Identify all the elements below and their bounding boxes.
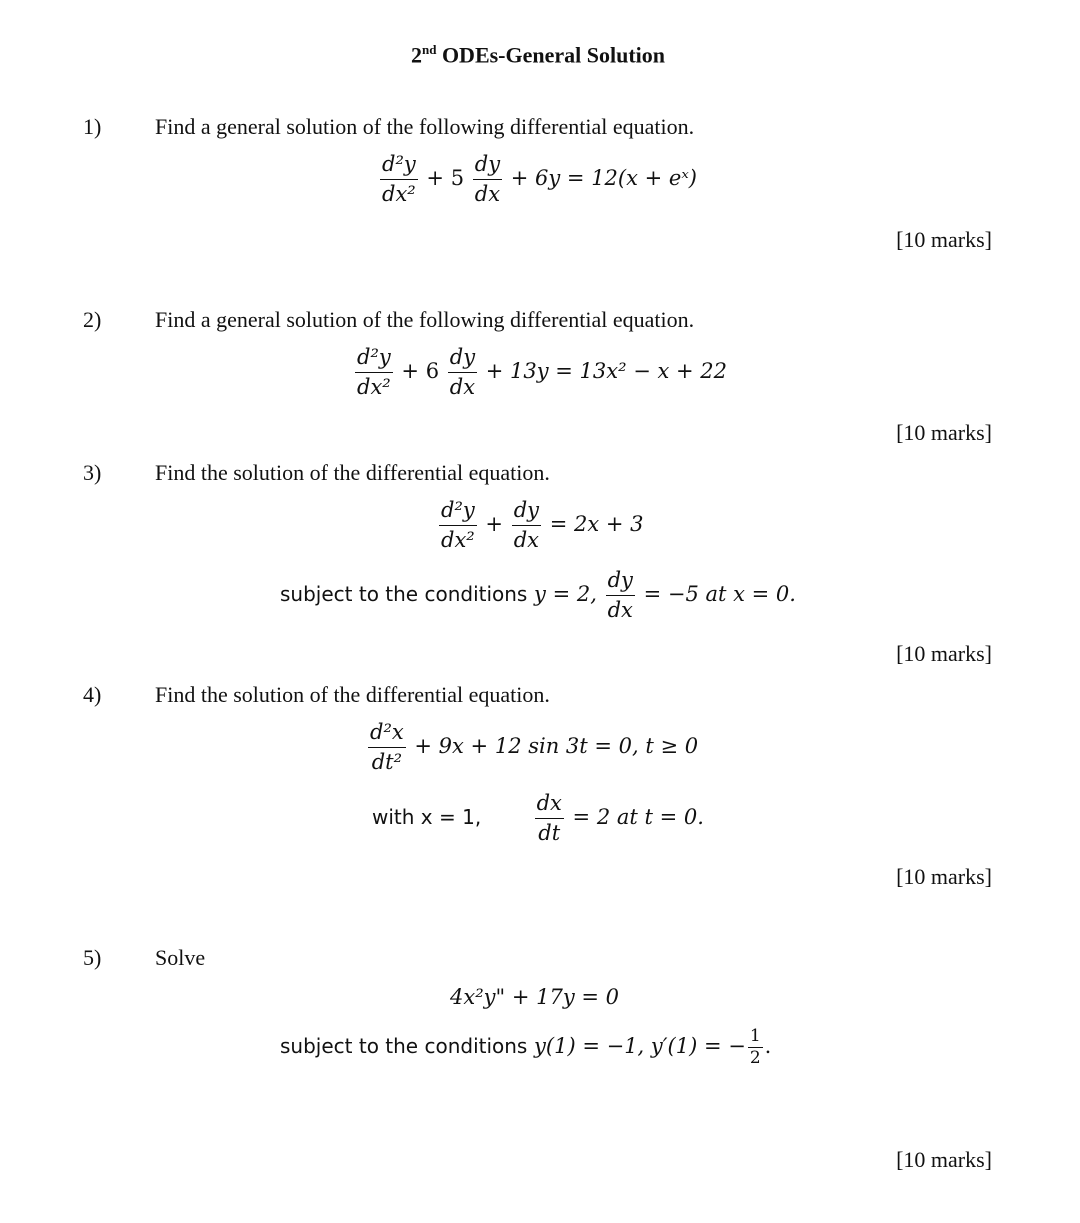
question-number: 1) bbox=[83, 114, 102, 139]
question-prompt: Find the solution of the differential equation. bbox=[155, 682, 550, 707]
initial-conditions: with x = 1, $\frac{dx}{dt}$ = 2 at t = 0. bbox=[372, 791, 704, 845]
question-number: 4) bbox=[83, 682, 102, 707]
marks-label: [10 marks] bbox=[896, 1147, 992, 1172]
equation: $\frac{\text{d²y}}{\text{dx²}}$ + $\frac{dy}{dx}$ = 2x + 3 bbox=[441, 498, 644, 552]
question-number: 3) bbox=[83, 460, 102, 485]
question-prompt: Find a general solution of the following differential equation. bbox=[155, 307, 695, 332]
equation: 4x²y" + 17y = 0 bbox=[450, 985, 619, 1009]
marks-label: [10 marks] bbox=[896, 227, 992, 252]
marks-label: [10 marks] bbox=[896, 420, 992, 445]
page-title: 2nd ODEs-General Solution bbox=[410, 42, 666, 68]
initial-conditions: subject to the conditions y = 2, $\frac{dy}{dx}$ = −5 at x = 0. bbox=[280, 568, 796, 622]
equation: $\frac{\text{d²y}}{\text{dx²}}$ + 6 $\frac{dy}{dx}$ + 13y = 13x² − x + 22 bbox=[357, 345, 727, 399]
question-prompt: Find the solution of the differential equation. bbox=[155, 460, 550, 485]
marks-label: [10 marks] bbox=[896, 641, 992, 666]
marks-label: [10 marks] bbox=[896, 864, 992, 889]
initial-conditions: subject to the conditions y(1) = −1, y′(1) = − $\frac{1}{2}$ . bbox=[280, 1026, 772, 1068]
question-number: 5) bbox=[83, 945, 102, 970]
question-prompt: Find a general solution of the following differential equation. bbox=[155, 114, 695, 139]
equation: $\frac{\text{d²x}}{\text{dt²}}$ + 9x + 12 sin 3t = 0, t ≥ 0 bbox=[370, 720, 699, 774]
question-number: 2) bbox=[83, 307, 102, 332]
equation: $\frac{\text{d²y}}{\text{dx²}}$ + 5 $\frac{dy}{dx}$ + 6y = 12(x + eˣ) bbox=[382, 152, 697, 206]
question-prompt: Solve bbox=[155, 945, 206, 970]
